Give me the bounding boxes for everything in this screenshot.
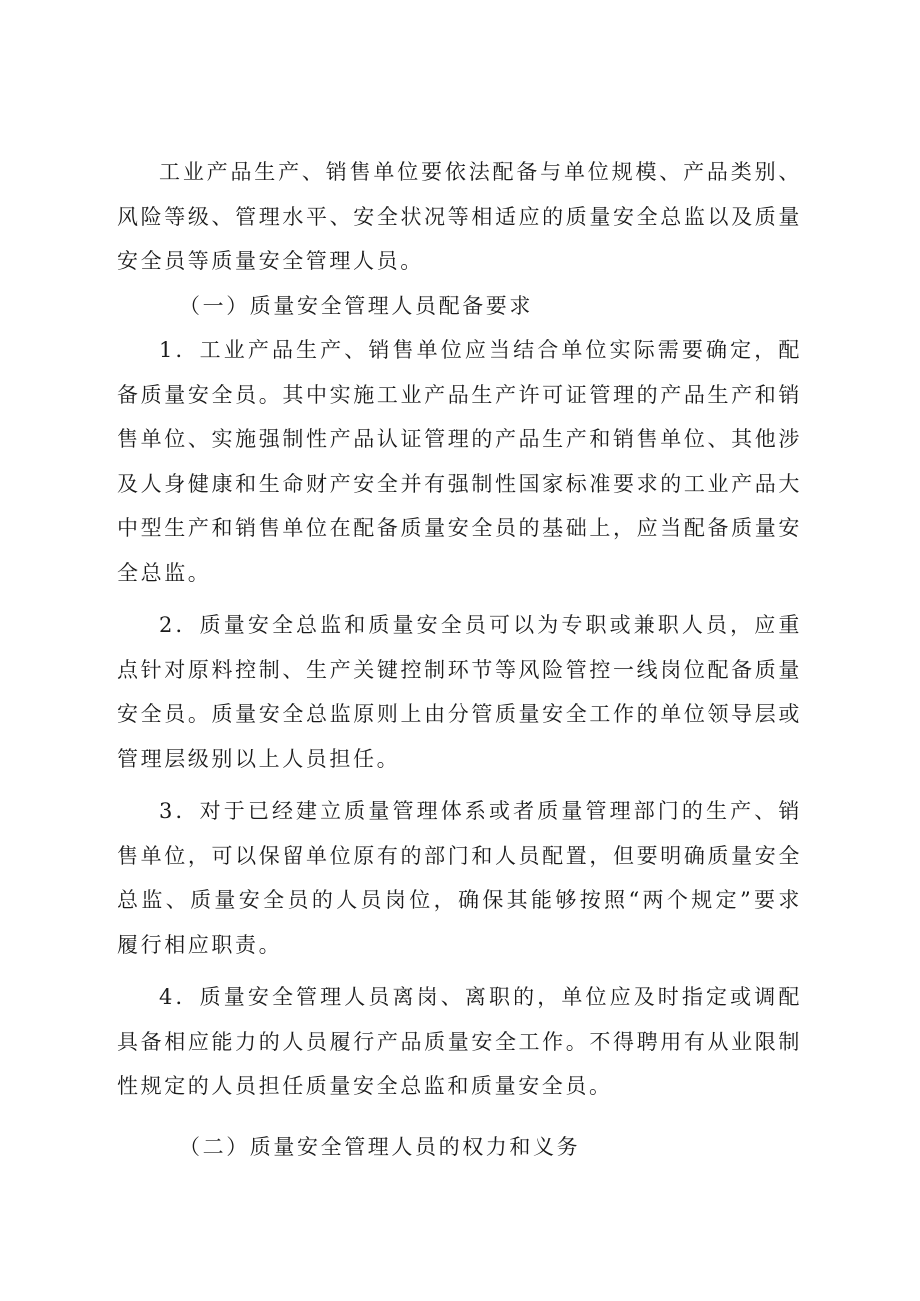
item-3-paragraph: 3．对于已经建立质量管理体系或者质量管理部门的生产、销售单位，可以保留单位原有的部门和人员配置，但要明确质量安全总监、质量安全员的人员岗位，确保其能够按照“两个规定”要求履行相应职责。 xyxy=(117,799,802,957)
section-1-heading: （一）质量安全管理人员配备要求 xyxy=(179,293,533,318)
item-4-paragraph: 4．质量安全管理人员离岗、离职的，单位应及时指定或调配具备相应能力的人员履行产品质量安全工作。不得聘用有从业限制性规定的人员担任质量安全总监和质量安全员。 xyxy=(117,985,802,1098)
section-2-heading: （二）质量安全管理人员的权力和义务 xyxy=(179,1134,581,1159)
document-body xyxy=(117,150,802,1169)
item-2-paragraph: 2．质量安全总监和质量安全员可以为专职或兼职人员，应重点针对原料控制、生产关键控制环节等风险管控一线岗位配备质量安全员。质量安全总监原则上由分管质量安全工作的单位领导层或管理层级别以上人员担任。 xyxy=(117,613,802,771)
intro-paragraph: 工业产品生产、销售单位要依法配备与单位规模、产品类别、风险等级、管理水平、安全状况等相适应的质量安全总监以及质量安全员等质量安全管理人员。 xyxy=(117,160,802,273)
item-1-paragraph: 1．工业产品生产、销售单位应当结合单位实际需要确定，配备质量安全员。其中实施工业产品生产许可证管理的产品生产和销售单位、实施强制性产品认证管理的产品生产和销售单位、其他涉及人身健康和生命财产安全并有强制性国家标准要求的工业产品大中型生产和销售单位在配备质量安全员的基础上，应当配备质量安全总监。 xyxy=(117,338,802,585)
